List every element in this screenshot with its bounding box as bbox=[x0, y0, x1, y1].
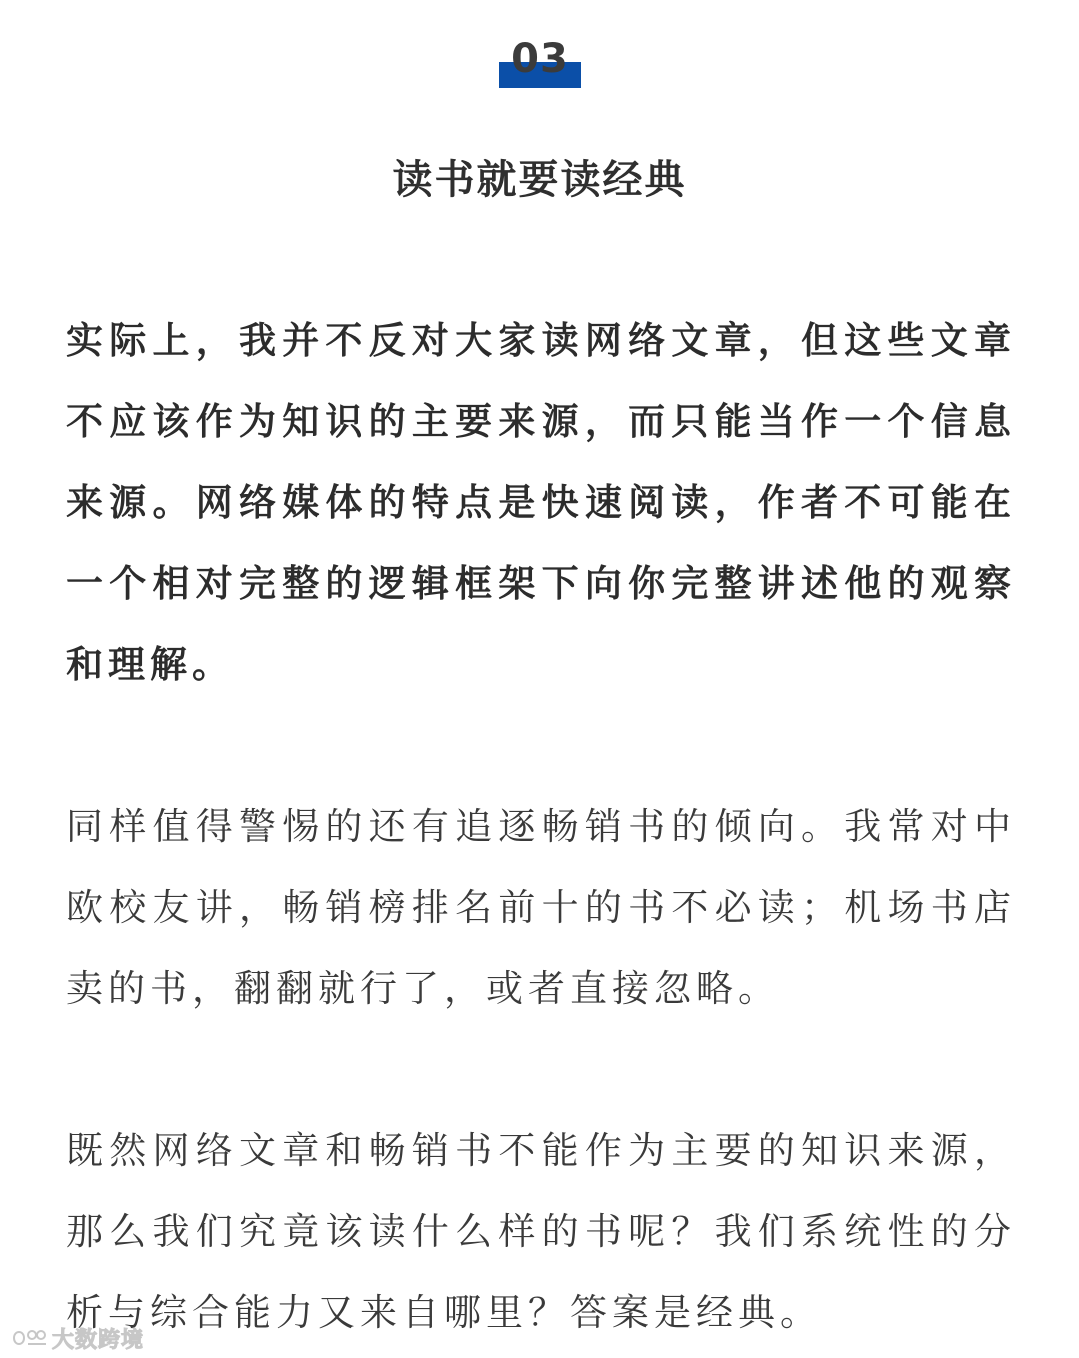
section-number-badge bbox=[499, 28, 581, 88]
brand-logo-icon bbox=[8, 1326, 48, 1350]
watermark-text: 大数跨境 bbox=[52, 1327, 145, 1353]
paragraph-2: 同样值得警惕的还有追逐畅销书的倾向。我常对中欧校友讲，畅销榜排名前十的书不必读；机场书店卖的书，翻翻就行了，或者直接忽略。 bbox=[66, 805, 1016, 1010]
section-title: 读书就要读经典 bbox=[392, 157, 687, 203]
paragraph-3: 既然网络文章和畅销书不能作为主要的知识来源，那么我们究竟该读什么样的书呢？我们系统性的分析与综合能力又来自哪里？答案是经典。 bbox=[66, 1129, 1016, 1334]
watermark bbox=[8, 1322, 144, 1354]
paragraph-1: 实际上，我并不反对大家读网络文章，但这些文章不应该作为知识的主要来源，而只能当作一个信息来源。网络媒体的特点是快速阅读，作者不可能在一个相对完整的逻辑框架下向你完整讲述他的观察和理解。 bbox=[66, 319, 1016, 686]
section-number: 03 bbox=[511, 36, 569, 82]
